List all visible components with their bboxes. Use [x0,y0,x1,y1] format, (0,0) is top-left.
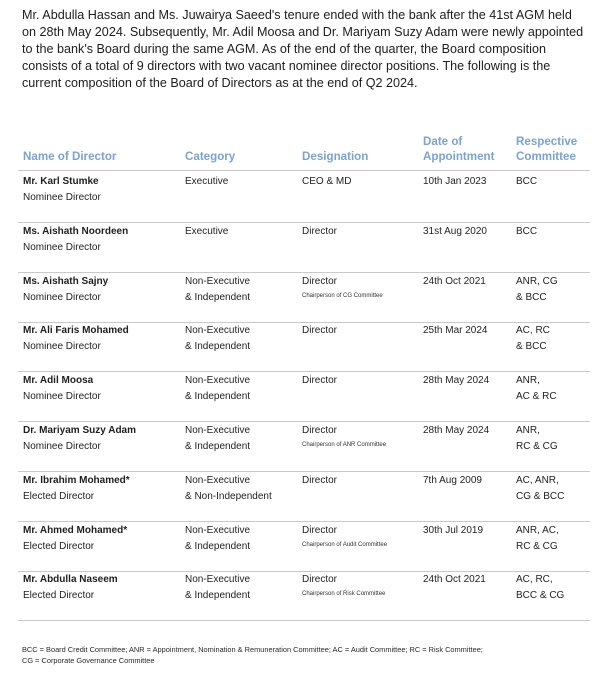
designation-cell [302,523,420,551]
category-cell [185,523,300,555]
category-line2: & Independent [185,341,251,353]
category-line1: Non-Executive [185,574,251,586]
designation: Director [302,574,338,586]
designation: Director [302,325,338,337]
category-line1: Non-Executive [185,425,251,436]
table-row [18,523,590,572]
appointment-date: 24th Oct 2021 [423,275,486,287]
category-cell [185,323,300,355]
footnote-line1: BCC = Board Credit Committee; ANR = Appointment, Nomination & Remuneration Committee; AC = Audit Committee; RC = Risk Committee; [22,645,483,654]
category-line2: & Independent [185,391,251,403]
intro-paragraph: Mr. Abdulla Hassan and Ms. Juwairya Saeed's tenure ended with the bank after the 41st AGM held on 28th May 2024. Subsequently, Mr. Adil Moosa and Dr. Mariyam Suzy Adam were newly appointed to the bank's Board during the same AGM. As of the end of the quarter, the Board composition consists of a total of 9 directors with two vacant nominee director positions. The following is the current composition of the Board of Directors as at the end of Q2 2024. [22,8,584,90]
committee-line1: ANR, CG [516,275,558,287]
director-name: Mr. Ali Faris Mohamed [23,325,129,337]
director-name: Mr. Adil Moosa [23,375,94,387]
footnote [22,644,582,666]
committee-cell [516,423,588,455]
category-cell [185,224,300,240]
header-designation: Designation [302,150,369,163]
director-type: Nominee Director [23,341,101,353]
designation: CEO & MD [302,176,352,187]
designation: Director [302,425,338,436]
designation-note: Chairperson of Audit Committee [302,541,388,548]
committee-cell [516,174,588,190]
director-cell [23,523,183,555]
committee-line1: AC, RC [516,325,550,337]
footnote-line2: CG = Corporate Governance Committee [22,656,155,665]
appointment-date: 30th Jul 2019 [423,524,484,536]
category-line2: & Independent [185,291,251,303]
director-type: Nominee Director [23,291,101,303]
designation-cell [302,274,420,302]
category-line2: & Non-Independent [185,490,272,502]
category-line1: Executive [185,176,229,187]
table-row [18,323,590,372]
appointment-date: 28th May 2024 [423,425,490,436]
director-type: Elected Director [23,590,95,602]
designation: Director [302,524,338,536]
designation-cell [302,174,420,190]
committee-cell [516,572,588,604]
committee-line1: ANR, [516,425,540,436]
category-cell [185,473,300,505]
director-name: Mr. Ahmed Mohamed* [23,524,128,536]
category-cell [185,423,300,455]
director-name: Mr. Abdulla Naseem [23,574,118,586]
header-committee [516,134,577,164]
committee-cell [516,373,588,405]
category-line2: & Independent [185,590,251,602]
designation-cell [302,224,420,240]
committee-line2: & BCC [516,341,547,353]
designation: Director [302,474,338,486]
committee-line2: RC & CG [516,441,558,452]
category-line1: Non-Executive [185,375,251,387]
committee-line2: & BCC [516,291,547,303]
category-cell [185,572,300,604]
committee-cell [516,523,588,555]
committee-cell [516,224,588,240]
table-row [18,174,590,223]
category-line2: & Independent [185,540,251,552]
header-category: Category [185,150,236,163]
table-row [18,373,590,422]
appointment-date: 28th May 2024 [423,375,490,387]
header-divider [18,170,590,171]
director-cell [23,423,183,455]
table-row [18,423,590,472]
committee-line1: AC, ANR, [516,474,559,486]
director-cell [23,373,183,405]
category-line1: Non-Executive [185,275,251,287]
designation-cell [302,323,420,339]
committee-line1: BCC [516,225,538,237]
designation: Director [302,275,338,287]
director-type: Nominee Director [23,391,101,403]
category-line2: & Independent [185,441,251,452]
director-type: Elected Director [23,540,95,552]
designation-cell [302,373,420,389]
category-line1: Non-Executive [185,524,251,536]
committee-cell [516,323,588,355]
designation-note: Chairperson of Risk Committee [302,591,386,598]
committee-line1: ANR, [516,375,540,387]
director-cell [23,224,183,256]
committee-line2: CG & BCC [516,490,565,502]
table-row [18,274,590,323]
director-cell [23,323,183,355]
table-row [18,572,590,621]
director-name: Dr. Mariyam Suzy Adam [23,425,137,436]
committee-cell [516,274,588,306]
designation-cell [302,473,420,489]
director-name: Mr. Karl Stumke [23,176,99,187]
committee-cell [516,473,588,505]
appointment-date: 31st Aug 2020 [423,225,487,237]
header-date [423,134,494,164]
director-type: Elected Director [23,490,95,502]
director-type: Nominee Director [23,441,101,452]
row-divider [18,620,590,621]
table-row [18,224,590,273]
header-date-line1: Date of [423,135,463,148]
director-name: Mr. Ibrahim Mohamed* [23,474,130,486]
director-type: Nominee Director [23,192,101,203]
appointment-date: 10th Jan 2023 [423,176,487,187]
committee-line2: AC & RC [516,391,557,403]
designation: Director [302,375,338,387]
category-line1: Non-Executive [185,474,251,486]
table-row [18,473,590,522]
appointment-date: 24th Oct 2021 [423,574,486,586]
header-committee-line2: Committee [516,150,576,163]
category-cell [185,274,300,306]
appointment-date: 7th Aug 2009 [423,474,482,486]
designation-note: Chairperson of ANR Committee [302,442,387,448]
director-cell [23,174,183,206]
designation-cell [302,572,420,600]
designation-note: Chairperson of CG Committee [302,292,383,299]
category-line1: Executive [185,225,229,237]
director-type: Nominee Director [23,241,101,253]
category-cell [185,373,300,405]
committee-line1: AC, RC, [516,574,553,586]
director-cell [23,572,183,604]
designation-cell [302,423,420,451]
committee-line2: RC & CG [516,540,558,552]
director-name: Ms. Aishath Noordeen [23,225,129,237]
appointment-date: 25th Mar 2024 [423,325,488,337]
header-date-line2: Appointment [423,150,495,163]
category-line1: Non-Executive [185,325,251,337]
committee-line2: BCC & CG [516,590,565,602]
director-name: Ms. Aishath Sajny [23,275,109,287]
header-name: Name of Director [23,150,117,163]
category-cell [185,174,300,190]
header-committee-line1: Respective [516,135,578,148]
committee-line1: ANR, AC, [516,524,559,536]
designation: Director [302,225,338,237]
director-cell [23,274,183,306]
committee-line1: BCC [516,176,538,187]
director-cell [23,473,183,505]
